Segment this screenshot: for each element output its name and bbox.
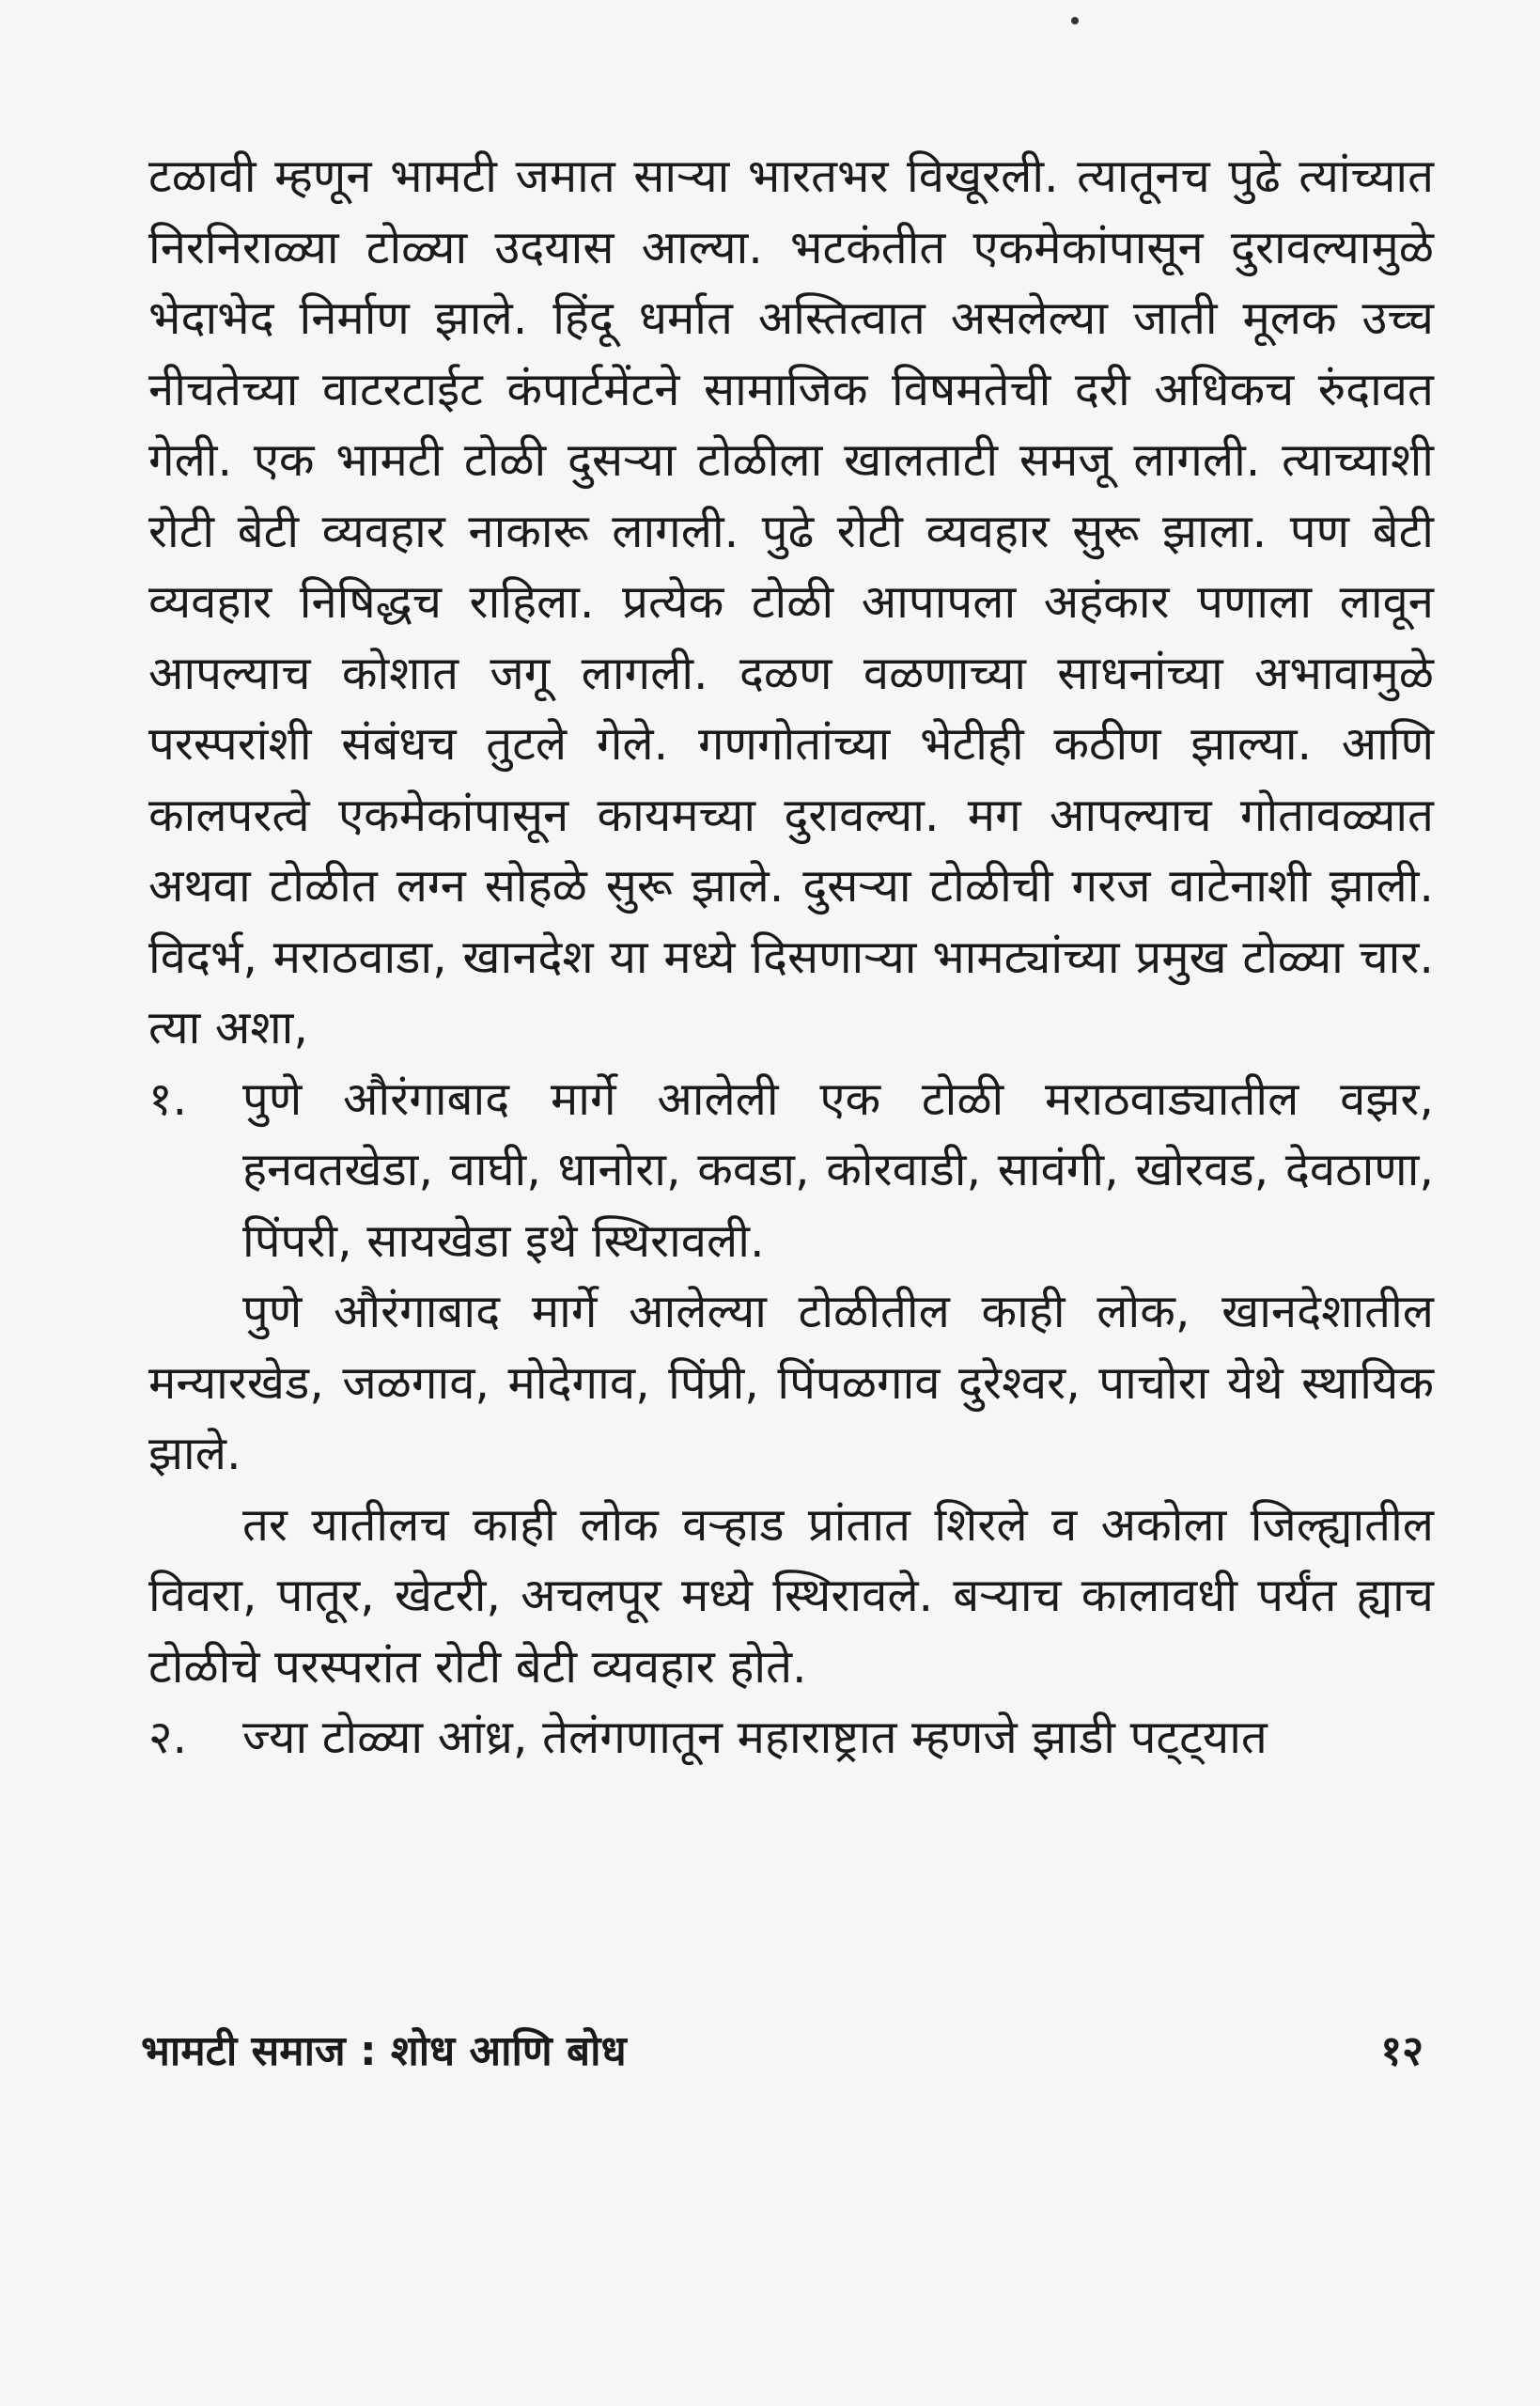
item-number: १.	[148, 1071, 188, 1126]
page-body	[148, 141, 1434, 1773]
book-title: भामटी समाज : शोध आणि बोध	[141, 2027, 627, 2075]
item-text: ज्या टोळ्या आंध्र, तेलंगणातून महाराष्ट्रात म्हणजे झाडी पट्ट्यात	[242, 1711, 1268, 1764]
numbered-item-1	[148, 1064, 1434, 1277]
paragraph-continuation: टळावी म्हणून भामटी जमात साऱ्या भारतभर विखूरली. त्यातूनच पुढे त्यांच्यात निरनिराळ्या टोळ्या उदयास आल्या. भटकंतीत एकमेकांपासून दुरावल्यामुळे भेदाभेद निर्माण झाले. हिंदू धर्मात अस्तित्वात असलेल्या जाती मूलक उच्च नीचतेच्या वाटरटाईट कंपार्टमेंटने सामाजिक विषमतेची दरी अधिकच रुंदावत गेली. एक भामटी टोळी दुसऱ्या टोळीला खालताटी समजू लागली. त्याच्याशी रोटी बेटी व्यवहार नाकारू लागली. पुढे रोटी व्यवहार सुरू झाला. पण बेटी व्यवहार निषिद्धच राहिला. प्रत्येक टोळी आपापला अहंकार पणाला लावून आपल्याच कोशात जगू लागली. दळण वळणाच्या साधनांच्या अभावामुळे परस्परांशी संबंधच तुटले गेले. गणगोतांच्या भेटीही कठीण झाल्या. आणि कालपरत्वे एकमेकांपासून कायमच्या दुरावल्या. मग आपल्याच गोतावळ्यात अथवा टोळीत लग्न सोहळे सुरू झाले. दुसऱ्या टोळीची गरज वाटेनाशी झाली. विदर्भ, मराठवाडा, खानदेश या मध्ये दिसणाऱ्या भामट्यांच्या प्रमुख टोळ्या चार. त्या अशा,	[148, 149, 1434, 1055]
item-number: २.	[148, 1711, 188, 1764]
paragraph-khandesh: पुणे औरंगाबाद मार्गे आलेल्या टोळीतील काही लोक, खानदेशातील मन्यारखेड, जळगाव, मोदेगाव, पिंप्री, पिंपळगाव दुरेश्वर, पाचोरा येथे स्थायिक झाले.	[148, 1285, 1434, 1480]
numbered-item-2	[148, 1702, 1434, 1773]
page-number: १२	[1380, 2027, 1423, 2075]
page-footer	[141, 2021, 1423, 2077]
item-text: पुणे औरंगाबाद मार्गे आलेली एक टोळी मराठवाड्यातील वझर, हनवतखेडा, वाघी, धानोरा, कवडा, कोरवाडी, सावंगी, खोरवड, देवठाणा, पिंपरी, सायखेडा इथे स्थिरावली.	[242, 1071, 1434, 1268]
paragraph-varhad: तर यातीलच काही लोक वऱ्हाड प्रांतात शिरले व अकोला जिल्ह्यातील विवरा, पातूर, खेटरी, अचलपूर मध्ये स्थिरावले. बऱ्याच कालावधी पर्यंत ह्याच टोळीचे परस्परांत रोटी बेटी व्यवहार होते.	[148, 1497, 1434, 1694]
print-speck	[1071, 17, 1079, 24]
